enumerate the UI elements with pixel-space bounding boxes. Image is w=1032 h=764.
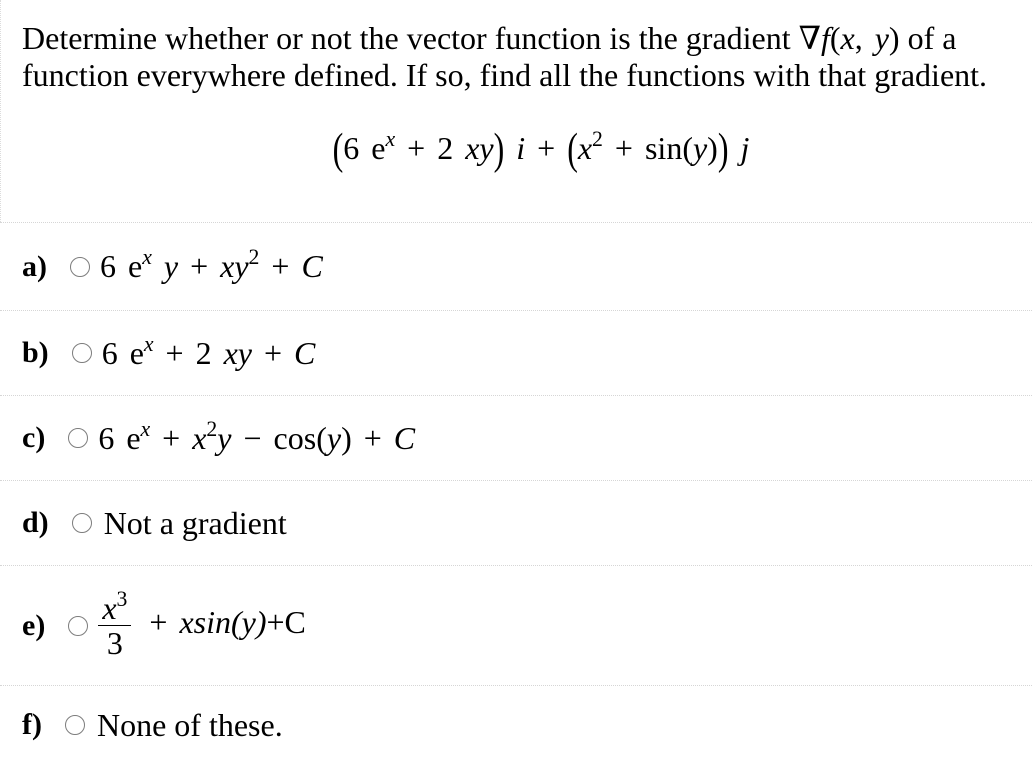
math-variable: y (874, 20, 889, 56)
math-text: +C (266, 603, 306, 640)
option-d-radio[interactable] (72, 513, 92, 533)
math-text: ) + (341, 419, 394, 456)
answer-option-e (0, 565, 1032, 685)
math-text: + (178, 248, 221, 284)
option-f-text: None of these. (96, 706, 283, 743)
question-block (0, 0, 1032, 222)
question-line-2: function everywhere defined. If so, find all the functions with that gradient. (22, 57, 988, 93)
math-text: + (150, 419, 193, 456)
option-letter: d) (22, 506, 49, 539)
math-text: 6 e (101, 334, 144, 371)
option-letter: b) (22, 336, 49, 369)
vector-function (332, 122, 750, 174)
superscript: 2 (206, 416, 218, 441)
math-variable: C (393, 419, 416, 456)
math-variable: x (577, 130, 593, 166)
math-text: − cos( (231, 419, 327, 456)
math-text: + (525, 130, 568, 166)
math-text: 6 e (100, 248, 143, 284)
question-text: Determine whether or not the vector function is the gradient (22, 20, 799, 56)
option-a-expression (100, 244, 323, 285)
option-c-expression (98, 416, 416, 457)
math-variable: C (294, 334, 316, 371)
math-variable: x (840, 20, 855, 56)
option-letter: f) (22, 708, 42, 741)
math-text: + (259, 248, 302, 284)
option-e-radio[interactable] (68, 616, 88, 636)
superscript: x (142, 244, 152, 269)
math-variable: xy (220, 248, 249, 284)
gradient-notation (799, 20, 900, 56)
math-text: ) (707, 130, 718, 166)
math-text: ) (888, 20, 900, 56)
math-text: ( (829, 20, 841, 56)
math-text: + sin( (602, 130, 693, 166)
option-f-radio[interactable] (65, 715, 85, 735)
math-variable: x (192, 419, 207, 456)
math-variable: xy (223, 334, 252, 371)
option-d-text: Not a gradient (103, 504, 287, 541)
parenthesis: ( (332, 122, 344, 174)
superscript: 3 (116, 586, 128, 611)
fraction (98, 586, 131, 661)
question-line-1 (22, 20, 1032, 57)
math-text: + 2 (153, 334, 224, 371)
option-letter: c) (22, 421, 46, 454)
superscript: x (385, 126, 396, 151)
answer-option-c (0, 395, 1032, 480)
superscript: 2 (592, 126, 603, 151)
math-variable: y (326, 419, 342, 456)
superscript: x (143, 331, 154, 356)
option-b-expression (101, 331, 316, 372)
vector-function-display (50, 118, 1032, 178)
answer-option-f (0, 685, 1032, 764)
option-letter: e) (22, 608, 46, 642)
math-text: 3 (106, 625, 123, 661)
math-variable: xy (465, 130, 494, 166)
math-variable: y (217, 419, 232, 456)
answer-option-d (0, 480, 1032, 565)
math-text: + 2 (395, 130, 466, 166)
math-text: , (854, 20, 875, 56)
math-text: ∇ (798, 20, 821, 56)
parenthesis: ( (567, 122, 578, 174)
option-b-radio[interactable] (72, 343, 92, 363)
option-letter: a) (22, 249, 47, 283)
math-text: + (137, 603, 180, 640)
math-variable: i (504, 130, 526, 166)
fraction-denominator (103, 626, 127, 660)
answer-option-b (0, 310, 1032, 395)
math-variable: y (692, 130, 708, 166)
math-variable: C (301, 248, 323, 284)
parenthesis: ) (717, 122, 729, 174)
math-variable: x (102, 590, 117, 626)
parenthesis: ) (493, 122, 505, 174)
option-c-radio[interactable] (68, 428, 88, 448)
math-variable: xsin(y) (179, 603, 267, 640)
math-variable: f (820, 20, 830, 56)
option-a-radio[interactable] (70, 257, 90, 277)
math-text: + (252, 334, 295, 371)
fraction-numerator (98, 586, 131, 626)
superscript: x (140, 416, 151, 441)
superscript: 2 (248, 244, 260, 269)
option-e-expression (98, 586, 306, 661)
answer-option-a (0, 222, 1032, 310)
math-variable: y (151, 248, 179, 284)
question-text-end: of a (899, 20, 957, 56)
math-text: 6 e (98, 419, 141, 456)
math-text: 6 e (343, 130, 386, 166)
math-variable: j (728, 130, 750, 166)
